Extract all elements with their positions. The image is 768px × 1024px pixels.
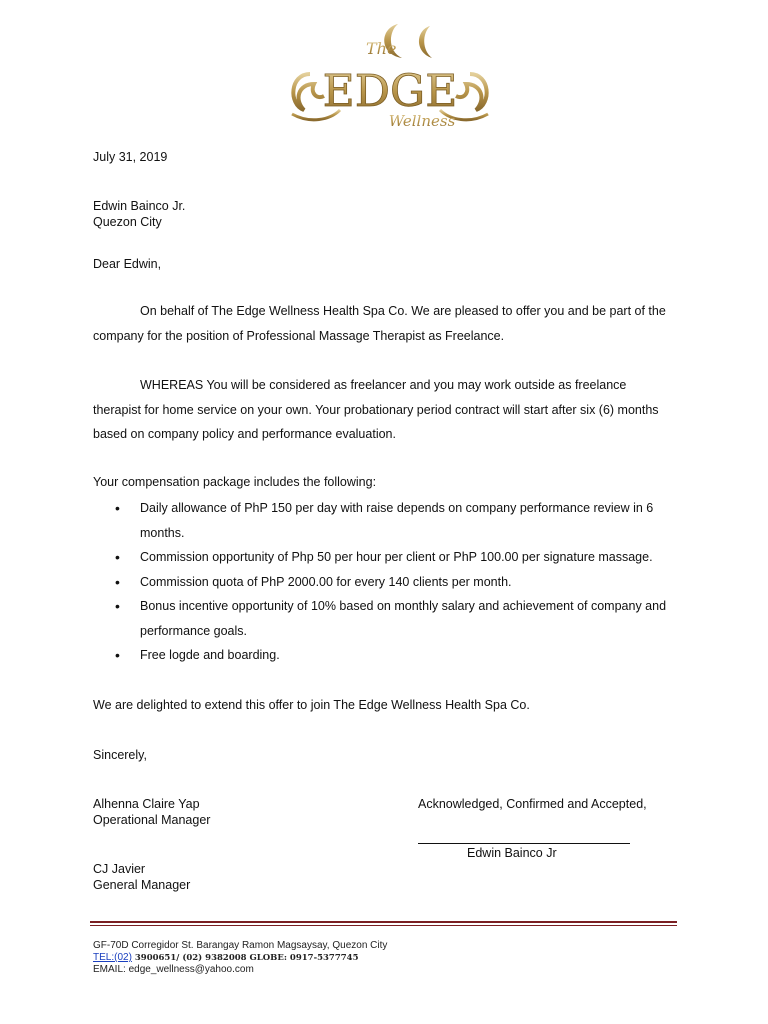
acknowledgement-label: Acknowledged, Confirmed and Accepted, <box>418 797 647 811</box>
signer2-title: General Manager <box>93 878 191 892</box>
list-item: • Daily allowance of PhP 150 per day with raise depends on company performance review in 6 months. <box>115 496 675 545</box>
left-swirl-ornament <box>293 74 324 110</box>
list-item: • Commission quota of PhP 2000.00 for every 140 clients per month. <box>115 570 675 595</box>
crescent-ornament-right <box>419 26 432 58</box>
sign-off: Sincerely, <box>93 748 147 762</box>
recipient-name: Edwin Bainco Jr. <box>93 199 186 213</box>
logo-wellness-text: Wellness <box>388 112 456 130</box>
letter-date: July 31, 2019 <box>93 150 168 164</box>
signer2-name: CJ Javier <box>93 862 146 876</box>
footer-email: EMAIL: edge_wellness@yahoo.com <box>93 964 254 975</box>
tel-numbers: 3900651/ (02) 9382008 GLOBE: 0917-5377745 <box>131 953 359 963</box>
edge-wellness-logo <box>280 14 500 142</box>
recipient-city: Quezon City <box>93 215 162 229</box>
closing-text: We are delighted to extend this offer to join The Edge Wellness Health Spa Co. <box>93 698 530 712</box>
footer-divider-thin <box>90 925 677 926</box>
logo-the-text: The <box>366 39 397 58</box>
list-item: • Commission opportunity of Php 50 per hour per client or PhP 100.00 per signature massage. <box>115 545 675 570</box>
list-item: • Bonus incentive opportunity of 10% based on monthly salary and achievement of company and performance goals. <box>115 594 675 643</box>
footer-contact <box>93 940 387 976</box>
compensation-intro: Your compensation package includes the following: <box>93 475 377 489</box>
footer-phone <box>93 952 387 964</box>
signer1-name: Alhenna Claire Yap <box>93 797 200 811</box>
signer1-title: Operational Manager <box>93 813 211 827</box>
compensation-list <box>115 496 675 668</box>
list-item: • Free logde and boarding. <box>115 643 675 668</box>
right-swirl-ornament <box>456 74 487 110</box>
acceptor-name: Edwin Bainco Jr <box>467 846 557 860</box>
footer-divider <box>90 921 677 923</box>
salutation: Dear Edwin, <box>93 257 162 271</box>
paragraph-offer: On behalf of The Edge Wellness Health Spa Co. We are pleased to offer you and be part of the company for the position of Professional Massage Therapist as Freelance. <box>93 304 666 343</box>
signature-line <box>418 843 630 844</box>
footer-address: GF-70D Corregidor St. Barangay Ramon Magsaysay, Quezon City <box>93 940 388 951</box>
tel-link[interactable]: TEL:(02) <box>93 952 132 963</box>
paragraph-whereas: WHEREAS You will be considered as freelancer and you may work outside as freelance therapist for home service on your own. Your probationary period contract will start after six (6) months based on company policy and performance evaluation. <box>93 378 659 441</box>
logo-edge-text: EDGE <box>322 66 458 117</box>
